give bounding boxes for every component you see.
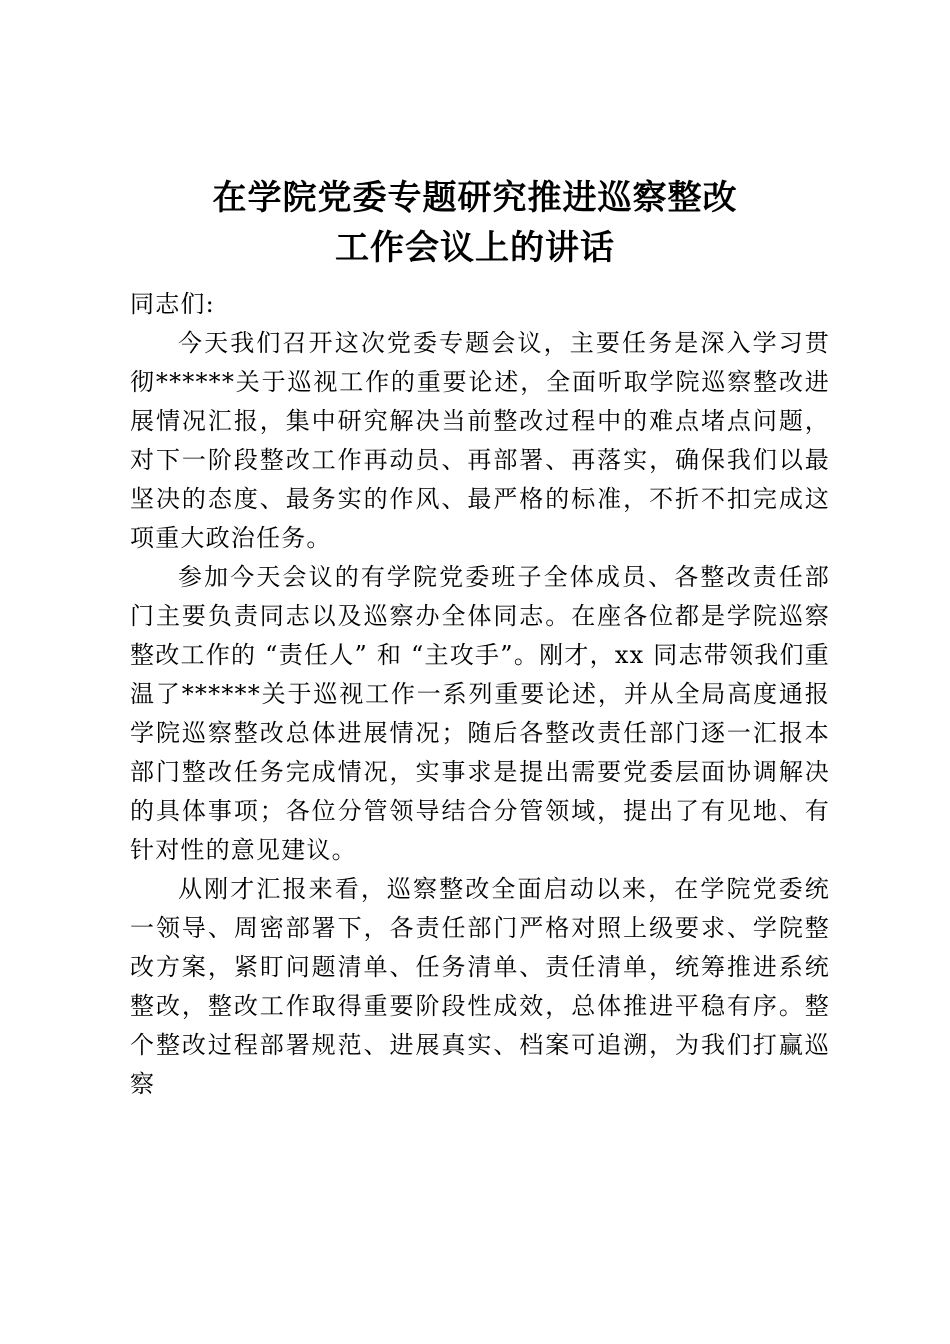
greeting: 同志们: — [130, 290, 215, 318]
document-title-line-2: 工作会议上的讲话 — [335, 228, 615, 268]
paragraph-3: 从刚才汇报来看，巡察整改全面启动以来，在学院党委统一领导、周密部署下，各责任部门严格对照上级要求、学院整改方案，紧盯问题清单、任务清单、责任清单，统筹推进系统整改，整改工作取得重要阶段性成效，总体推进平稳有序。整个整改过程部署规范、进展真实、档案可追溯，为我们打赢巡察 — [130, 875, 830, 1098]
paragraph-2: 参加今天会议的有学院党委班子全体成员、各整改责任部门主要负责同志以及巡察办全体同志。在座各位都是学院巡察整改工作的 “责任人” 和 “主攻手”。刚才，xx 同志带领我们重温了******关于巡视工作一系列重要论述，并从全局高度通报学院巡察整改总体进展情况；随后各整改责任部门逐一汇报本部门整改任务完成情况，实事求是提出需要党委层面协调解决的具体事项；各位分管领导结合分管领域，提出了有见地、有针对性的意见建议。 — [130, 563, 830, 864]
document-title-line-1: 在学院党委专题研究推进巡察整改 — [212, 178, 738, 218]
paragraph-1: 今天我们召开这次党委专题会议，主要任务是深入学习贯彻******关于巡视工作的重要论述，全面听取学院巡察整改进展情况汇报，集中研究解决当前整改过程中的难点堵点问题，对下一阶段整改工作再动员、再部署、再落实，确保我们以最坚决的态度、最务实的作风、最严格的标准，不折不扣完成这项重大政治任务。 — [130, 329, 830, 552]
document-body — [130, 285, 830, 1104]
